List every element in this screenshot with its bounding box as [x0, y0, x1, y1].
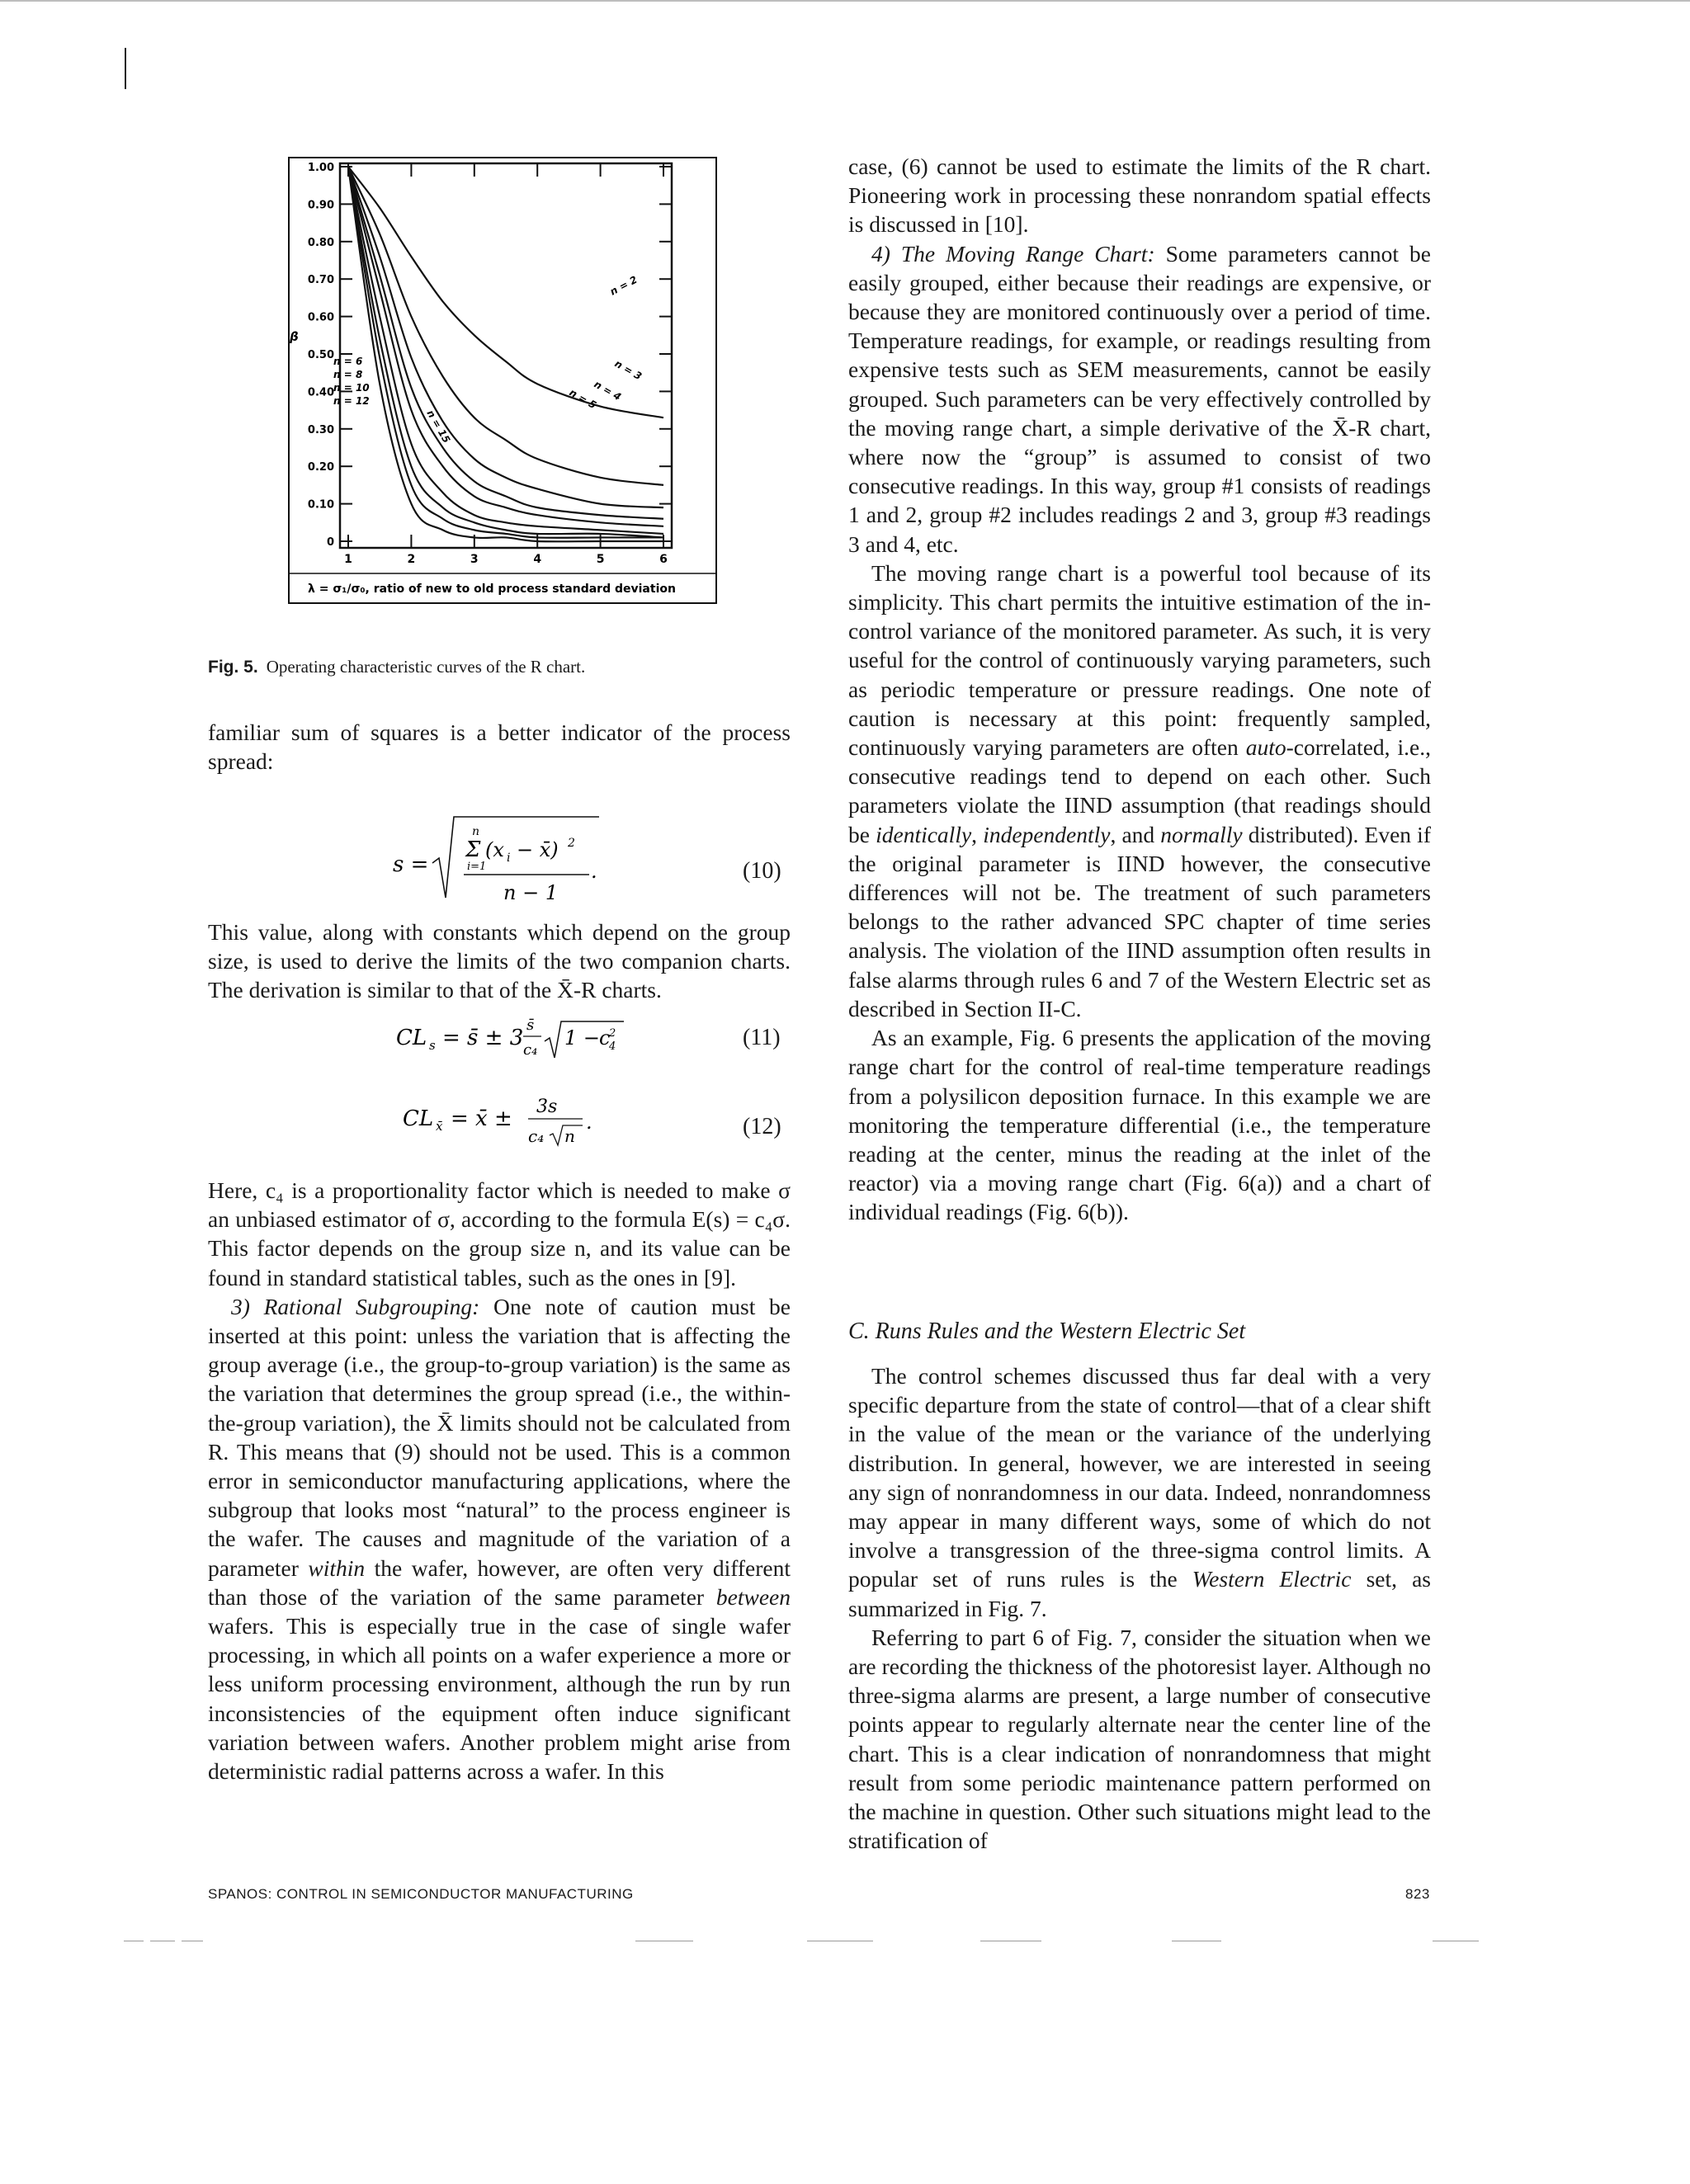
- svg-text:= x̄ ±: = x̄ ±: [451, 1106, 512, 1131]
- x-tick-label: 5: [596, 553, 605, 566]
- equation-10: [393, 815, 607, 913]
- caption-text: Operating characteristic curves of the R chart.: [266, 657, 586, 677]
- svg-text:2: 2: [609, 1027, 616, 1040]
- svg-text:s: s: [429, 1038, 436, 1053]
- section-heading: C. Runs Rules and the Western Electric Set: [848, 1318, 1246, 1344]
- svg-text:x̄: x̄: [436, 1119, 443, 1134]
- equation-12-graphic: [403, 1087, 617, 1153]
- plot-area: [340, 163, 672, 548]
- oc-curve-n3: [348, 167, 663, 485]
- left-col-body-1: [208, 917, 791, 1005]
- svg-text:4: 4: [609, 1040, 616, 1053]
- margin-mark: [125, 48, 126, 89]
- y-tick-label: 0.20: [307, 461, 334, 474]
- svg-text:CL: CL: [403, 1106, 434, 1131]
- right-col-body-1: [848, 152, 1431, 1227]
- svg-text:c₄: c₄: [528, 1126, 545, 1146]
- svg-text:2: 2: [568, 837, 575, 850]
- y-tick-label: 0.60: [307, 311, 334, 324]
- svg-text:− x̄): − x̄): [517, 838, 559, 861]
- paragraph: familiar sum of squares is a better indicator of the process spread:: [208, 719, 791, 775]
- y-tick-label: 0.50: [307, 349, 334, 361]
- subsection-heading: 4) The Moving Range Chart:: [871, 240, 1155, 267]
- curve-label: n = 8: [333, 369, 363, 380]
- svg-text:3s: 3s: [536, 1097, 558, 1117]
- right-col-body-2: [848, 1361, 1431, 1855]
- svg-text:c₄: c₄: [523, 1041, 538, 1059]
- page-top-rule: [0, 0, 1690, 2]
- y-tick-label: 0.30: [307, 423, 334, 436]
- paragraph: As an example, Fig. 6 presents the application of the moving range chart for the control of real-time temperature readings from a polysilicon deposition furnace. In this example we are monitoring the temperature differential (i.e., the temperature reading at the center, minus the reading at the inlet of the reactor) via a moving range chart (Fig. 6(a)) and a chart of individual readings (Fig. 6(b)).: [848, 1025, 1431, 1225]
- curve-label: n = 3: [612, 357, 644, 383]
- svg-text:n: n: [564, 1126, 575, 1146]
- paragraph: case, (6) cannot be used to estimate the limits of the R chart. Pioneering work in processing these nonrandom spatial effects is discussed in [10].: [848, 153, 1431, 238]
- equation-12-number: (12): [743, 1114, 781, 1139]
- y-tick-label: 0.70: [307, 274, 334, 287]
- left-col-body-2: [208, 1176, 791, 1785]
- equation-11: [396, 1007, 627, 1079]
- paragraph: Referring to part 6 of Fig. 7, consider the situation when we are recording the thickness of the photoresist layer. Although no three-sigma alarms are present, a large number of consecutive points appear to regularly alternate near the center line of the chart. This is a clear indication of nonrandomness that might result from some periodic maintenance pattern performed on the machine in question. Other such situations might lead to the stratification of: [848, 1624, 1431, 1854]
- curves: [348, 167, 663, 541]
- x-tick-label: 4: [533, 553, 542, 566]
- x-axis-label: λ = σ₁/σ₀, ratio of new to old process standard deviation: [308, 583, 676, 596]
- curve-label: n = 12: [333, 395, 370, 407]
- curve-label: n = 6: [333, 356, 363, 367]
- svg-text:i=1: i=1: [467, 861, 487, 873]
- y-tick-label: 0.40: [307, 386, 334, 399]
- svg-text:n: n: [472, 825, 480, 838]
- oc-curve-n8: [348, 167, 663, 534]
- oc-curves-chart: [288, 157, 717, 604]
- paragraph: This value, along with constants which depend on the group size, is used to derive the limits of the two companion charts. The derivation is similar to that of the X̄-R charts.: [208, 919, 791, 1003]
- equation-10-graphic: [393, 815, 607, 906]
- svg-text:i: i: [507, 851, 511, 865]
- x-tick-label: 6: [659, 553, 668, 566]
- svg-text:.: .: [591, 860, 597, 883]
- svg-text:1 −: 1 −: [564, 1026, 601, 1050]
- svg-text:s̄: s̄: [526, 1017, 535, 1034]
- svg-text:.: .: [586, 1111, 592, 1134]
- caption-label: Fig. 5.: [208, 658, 258, 677]
- y-tick-label: 0: [326, 536, 334, 549]
- left-col-intro: [208, 718, 791, 776]
- curve-label: n = 10: [333, 382, 370, 394]
- equation-11-graphic: [396, 1007, 627, 1073]
- x-tick-label: 2: [407, 553, 416, 566]
- y-tick-label: 0.80: [307, 236, 334, 249]
- equation-12: [403, 1087, 617, 1160]
- curve-label: n = 2: [607, 273, 640, 298]
- svg-text:s =: s =: [393, 852, 429, 877]
- curve-label: n = 15: [424, 408, 453, 446]
- paragraph: The moving range chart is a powerful tool because of its simplicity. This chart permits the intuitive estimation of the in-control variance of the monitored parameter. As such, it is very useful for the control of continuously varying parameters, such as periodic temperature or pressure readings. One note of caution is necessary at this point: frequently sampled, continuously varying parameters are often auto-correlated, i.e., consecutive readings tend to depend on each other. Such parameters violate the IIND assumption (that readings should be identically, independently, and normally distributed). Even if the original parameter is IIND however, the consecutive differences will not be. The treatment of such parameters belongs to the rather advanced SPC chapter of time series analysis. The violation of the IIND assumption often results in false alarms through rules 6 and 7 of the Western Electric set as described in Section II-C.: [848, 559, 1431, 1021]
- subsection-heading: 3) Rational Subgrouping:: [231, 1293, 480, 1319]
- x-tick-label: 1: [344, 553, 352, 566]
- paragraph: The control schemes discussed thus far deal with a very specific departure from the state of control—that of a clear shift in the value of the mean or the variance of the underlying distribution. In general, however, we are interested in seeing any sign of nonrandomness in our data. Indeed, nonrandomness may appear in many different ways, some of which do not involve a transgression of the three-sigma control limits. A popular set of runs rules is the Western Electric set, as summarized in Fig. 7.: [848, 1363, 1431, 1621]
- y-tick-label: 1.00: [307, 162, 334, 174]
- equation-10-number: (10): [743, 858, 781, 884]
- oc-curve-n5: [348, 167, 663, 519]
- paragraph-moving-range: 4) The Moving Range Chart: Some parameters cannot be easily grouped, either because their readings are expensive, or because they are monitored continuously over a period of time. Temperature readings, for example, or readings resulting from expensive tests such as SEM measurements, cannot be easily grouped. Such parameters can be very effectively controlled by the moving range chart, a simple derivative of the X̄-R chart, where now the “group” is assumed to consist of two consecutive readings. In this way, group #1 consists of readings 1 and 2, group #2 includes readings 2 and 3, group #3 readings 3 and 4, etc.: [848, 240, 1431, 557]
- figure-caption: [208, 657, 585, 677]
- curve-label: n = 4: [592, 378, 624, 403]
- running-head: SPANOS: CONTROL IN SEMICONDUCTOR MANUFACTURING: [208, 1886, 634, 1902]
- x-tick-label: 3: [470, 553, 479, 566]
- svg-text:CL: CL: [396, 1026, 427, 1050]
- y-tick-label: 0.90: [307, 199, 334, 212]
- oc-curve-n6: [348, 167, 663, 526]
- paragraph: Here, c₄ is a proportionality factor which is needed to make σ an unbiased estimator of σ, according to the formula E(s) = c₄σ. This factor depends on the group size n, and its value can be found in standard statistical tables, such as the ones in [9].: [208, 1177, 791, 1290]
- y-tick-label: 0.10: [307, 498, 334, 512]
- svg-text:c: c: [599, 1026, 611, 1050]
- y-axis-label: β: [290, 329, 299, 344]
- svg-text:Σ: Σ: [465, 837, 481, 862]
- paragraph-rational-subgrouping: 3) Rational Subgrouping: One note of caution must be inserted at this point: unless the variation that is affecting the group average (i.e., the group-to-group variation) is the same as the variation that determines the group spread (i.e., the within-the-group variation), the X̄ limits should not be calculated from R. This means that (9) should not be used. This is a common error in semiconductor manufacturing applications, where the subgroup that looks most “natural” to the process engineer is the wafer. The causes and magnitude of the variation of a parameter within the wafer, however, are often very different than those of the variation of the same parameter between wafers. This is especially true in the case of single wafer processing, in which all points on a wafer experience a more or less uniform processing environment, although the run by run inconsistencies of the equipment often induce significant variation between wafers. Another problem might arise from deterministic radial patterns across a wafer. In this: [208, 1293, 791, 1785]
- svg-text:= s̄ ± 3: = s̄ ± 3: [442, 1026, 524, 1050]
- page-number: 823: [1405, 1886, 1430, 1902]
- svg-text:n − 1: n − 1: [503, 881, 559, 904]
- curve-label: n = 5: [567, 386, 599, 412]
- figure-5: [288, 157, 717, 604]
- equation-11-number: (11): [743, 1025, 781, 1050]
- svg-text:(x: (x: [485, 838, 504, 861]
